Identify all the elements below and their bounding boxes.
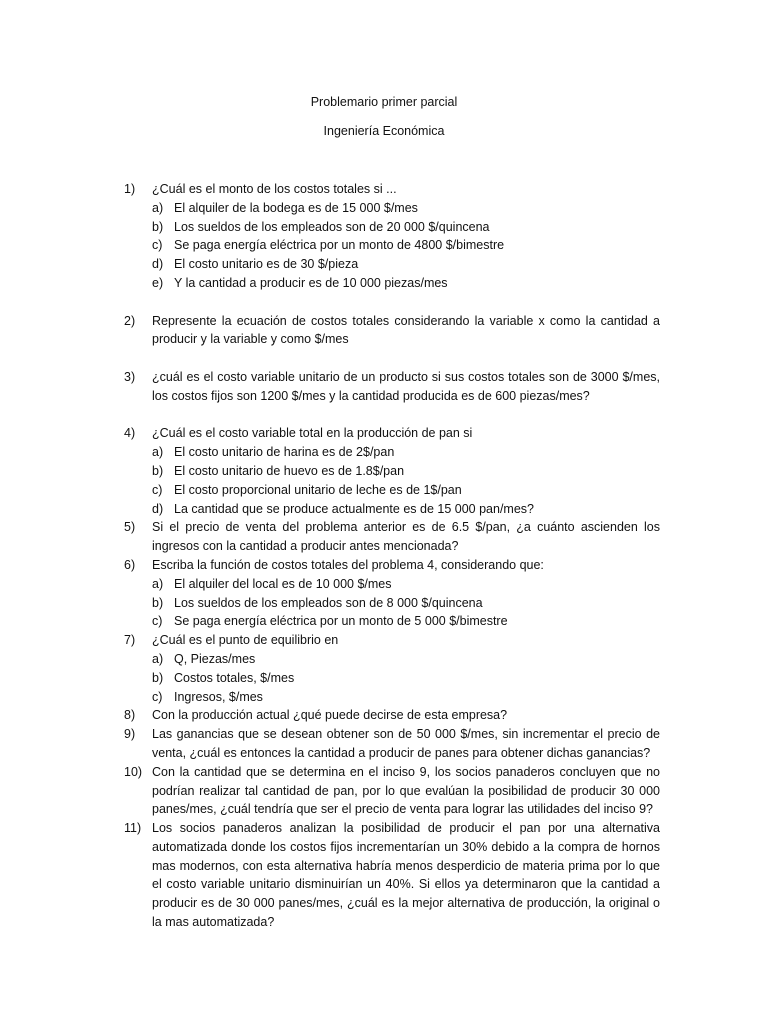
sub-item [152,669,660,688]
sub-item-text: El costo unitario de harina es de 2$/pan [174,445,395,460]
sub-item-text: La cantidad que se produce actualmente es de 15 000 pan/mes? [174,501,534,516]
sub-item-text: Ingresos, $/mes [174,689,263,704]
sub-item [152,236,660,255]
sub-item [152,443,660,462]
question-number: 11) [124,821,142,836]
sub-item-letter: c) [152,238,163,253]
question-3 [126,368,660,406]
sub-item [152,575,660,594]
question-number: 4) [124,426,136,441]
sub-item-letter: b) [152,219,164,234]
sub-item [152,594,660,613]
sub-item-letter: e) [152,275,164,290]
sub-item-text: El alquiler del local es de 10 000 $/mes [174,576,392,591]
question-text: ¿Cuál es el costo variable total en la producción de pan si [152,426,473,441]
sub-item-text: Q, Piezas/mes [174,651,256,666]
question-number: 3) [124,369,136,384]
question-5 [126,518,660,556]
question-text: Con la cantidad que se determina en el inciso 9, los socios panaderos concluyen que no podrían realizar tal cantidad de pan, por lo que evalúan la posibilidad de producir 30 000 panes/mes, ¿cuál tendría que ser el precio de venta para lograr las utilidades del inciso 9? [152,764,660,817]
sub-item-text: El costo proporcional unitario de leche es de 1$/pan [174,482,462,497]
document-title: Problemario primer parcial [310,95,458,109]
question-list [0,180,768,932]
question-text: Con la producción actual ¿qué puede decirse de esta empresa? [152,708,508,723]
sub-item [152,255,660,274]
question-number: 10) [124,764,143,779]
question-11 [126,819,660,932]
question-number: 7) [124,633,136,648]
sub-item [152,462,660,481]
sub-item-letter: d) [152,501,164,516]
spacer [0,349,768,368]
question-number: 6) [124,557,136,572]
sub-item [152,688,660,707]
question-4 [126,424,660,518]
sub-item [152,218,660,237]
question-2 [126,312,660,350]
sub-item-text: El alquiler de la bodega es de 15 000 $/mes [174,200,418,215]
sub-item [152,199,660,218]
question-9 [126,725,660,763]
sub-item-list [152,650,660,706]
question-text: ¿Cuál es el punto de equilibrio en [152,633,339,648]
question-text: ¿cuál es el costo variable unitario de un producto si sus costos totales son de 3000 $/mes, los costos fijos son 1200 $/mes y la cantidad producida es de 600 piezas/mes? [152,369,660,403]
question-10 [126,763,660,819]
question-text: Las ganancias que se desean obtener son de 50 000 $/mes, sin incrementar el precio de venta, ¿cuál es entonces la cantidad a producir de panes para obtener dichas ganancias? [152,727,660,760]
spacer [0,293,768,312]
question-6 [126,556,660,631]
sub-item [152,481,660,500]
question-number: 2) [124,313,136,328]
sub-item-letter: a) [152,576,164,591]
sub-item-letter: c) [152,689,163,704]
sub-item-text: Costos totales, $/mes [174,670,295,685]
sub-item-list [152,575,660,631]
sub-item [152,612,660,631]
sub-item-list [152,443,660,518]
sub-item-list [152,199,660,293]
document-subtitle: Ingeniería Económica [323,124,445,138]
sub-item-letter: a) [152,200,164,215]
sub-item-letter: d) [152,257,164,272]
question-7 [126,631,660,706]
sub-item-letter: a) [152,445,164,460]
question-text: ¿Cuál es el monto de los costos totales si ... [152,182,397,196]
question-8 [126,706,660,725]
spacer [0,406,768,425]
sub-item-text: El costo unitario de huevo es de 1.8$/pan [174,463,405,478]
question-text: Escriba la función de costos totales del problema 4, considerando que: [152,557,544,572]
sub-item-letter: b) [152,670,164,685]
sub-item-letter: b) [152,463,164,478]
sub-item-text: Se paga energía eléctrica por un monto de 4800 $/bimestre [174,238,505,253]
question-1 [126,180,660,293]
question-number: 9) [124,727,136,742]
sub-item-text: Se paga energía eléctrica por un monto de 5 000 $/bimestre [174,614,508,629]
sub-item-text: Y la cantidad a producir es de 10 000 piezas/mes [174,275,448,290]
sub-item [152,500,660,519]
sub-item [152,274,660,293]
sub-item [152,650,660,669]
sub-item-text: Los sueldos de los empleados son de 8 000 $/quincena [174,595,483,610]
question-text: Represente la ecuación de costos totales considerando la variable x como la cantidad a producir y la variable y como $/mes [152,313,660,347]
sub-item-letter: c) [152,614,163,629]
question-number: 1) [124,182,136,196]
sub-item-text: Los sueldos de los empleados son de 20 000 $/quincena [174,219,490,234]
question-number: 5) [124,520,136,535]
sub-item-text: El costo unitario es de 30 $/pieza [174,257,359,272]
sub-item-letter: a) [152,651,164,666]
sub-item-letter: b) [152,595,164,610]
sub-item-letter: c) [152,482,163,497]
question-text: Los socios panaderos analizan la posibilidad de producir el pan por una alternativa automatizada donde los costos fijos incrementarían un 30% debido a la compra de hornos mas modernos, con esta alternativa habría menos desperdicio de materia prima por lo que el costo variable unitario disminuirían un 40%. Si ellos ya determinaron que la cantidad a producir es de 30 000 panes/mes, ¿cuál es la mejor alternativa de producción, la original o la mas automatizada? [152,821,660,930]
question-number: 8) [124,708,136,723]
question-text: Si el precio de venta del problema anterior es de 6.5 $/pan, ¿a cuánto ascienden los ingresos con la cantidad a producir antes mencionada? [152,520,660,554]
